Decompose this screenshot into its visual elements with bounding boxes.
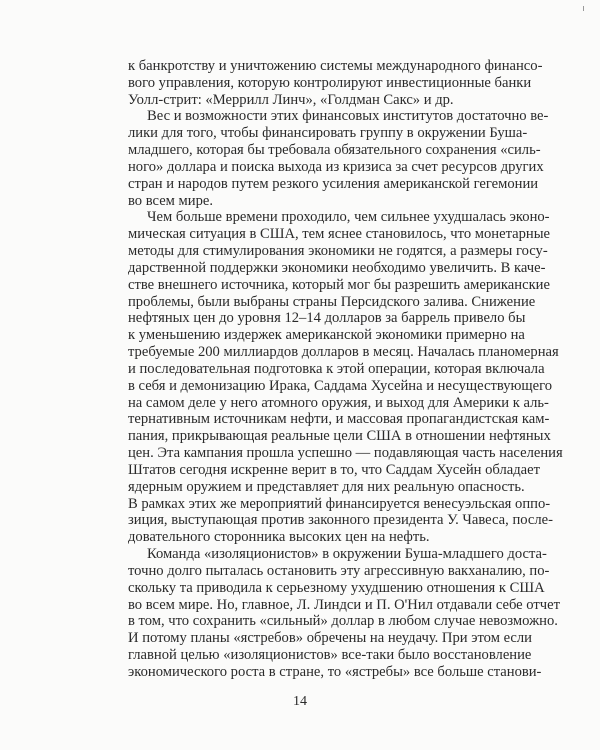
text-line: экономического роста в стране, то «ястребы» все больше станови- [128, 663, 542, 680]
text-line: требуемые 200 миллиардов долларов в месяц. Началась планомерная [128, 344, 559, 361]
text-line: младшего, которая бы требовала обязательного сохранения «силь- [128, 142, 541, 159]
text-line: проблемы, были выбраны страны Персидского залива. Снижение [128, 293, 536, 310]
page-number: 14 [293, 694, 307, 709]
text-line: главной целью «изоляционистов» все-таки было восстановление [128, 646, 532, 663]
text-line: точно долго пыталась остановить эту агрессивную вакханалию, по- [128, 562, 550, 579]
text-line: стве внешнего источника, который мог бы разрешить американские [128, 276, 550, 293]
text-line: Чем больше времени проходило, чем сильнее ухудшалась эконо- [147, 209, 550, 226]
text-line: Вес и возможности этих финансовых институтов достаточно ве- [147, 108, 549, 125]
text-line: к банкротству и уничтожению системы международного финансо- [128, 58, 543, 74]
text-line: ядерным оружием и представляет для них реальную опасность. [128, 478, 525, 495]
paragraph [128, 546, 560, 681]
text-line: дарственной поддержки экономики необходимо увеличить. В каче- [128, 259, 546, 276]
text-line: вого управления, которую контролируют инвестиционные банки [128, 74, 532, 91]
text-line: В рамках этих же мероприятий финансируется венесуэльская оппо- [128, 495, 551, 512]
text-line: на самом деле у него атомного оружия, и выход для Америки к аль- [128, 394, 549, 411]
paragraph [128, 58, 543, 108]
text-line: скольку та приводила к серьезному ухудшению отношения к США [128, 579, 545, 596]
text-line: во всем мире. [128, 192, 214, 209]
text-line: довательного сторонника высоких цен на нефть. [128, 529, 430, 546]
text-line: во всем мире. Но, главное, Л. Линдси и П. О'Нил отдавали себе отчет [128, 596, 560, 613]
paragraph [128, 108, 549, 209]
text-line: в себя и демонизацию Ирака, Саддама Хусейна и несуществующего [128, 377, 553, 394]
text-line: Уолл-стрит: «Меррилл Линч», «Голдман Сакс» и др. [128, 91, 454, 108]
book-page-text [128, 58, 563, 681]
paragraph [128, 209, 563, 546]
text-line: тернативным источникам нефти, и массовая пропагандистская кам- [128, 411, 550, 428]
text-line: цен. Эта кампания прошла успешно — подавляющая часть населения [128, 445, 563, 462]
text-line: мическая ситуация в США, тем яснее становилось, что монетарные [128, 226, 551, 243]
text-line: к уменьшению издержек американской экономики примерно на [128, 327, 525, 344]
text-line: И потому планы «ястребов» обречены на неудачу. При этом если [128, 630, 532, 647]
text-line: методы для стимулирования экономики не годятся, а размеры госу- [128, 243, 548, 260]
text-line: зиция, выступающая против законного президента У. Чавеса, после- [128, 512, 554, 529]
text-line: стран и народов путем резкого усиления американской гегемонии [128, 175, 539, 192]
text-line: лики для того, чтобы финансировать группу в окружении Буша- [128, 125, 528, 142]
text-line: нефтяных цен до уровня 12–14 долларов за баррель привело бы [128, 310, 526, 327]
scan-mark [583, 6, 584, 11]
text-line: и последовательная подготовка к этой операции, которая включала [128, 360, 545, 377]
text-line: Штатов сегодня искренне верит в то, что Саддам Хусейн обладает [128, 461, 540, 478]
text-line: Команда «изоляционистов» в окружении Буша-младшего доста- [147, 546, 547, 563]
text-line: ного» доллара и поиска выхода из кризиса за счет ресурсов других [128, 158, 544, 175]
text-line: пания, прикрывающая реальные цели США в отношении нефтяных [128, 428, 551, 445]
text-line: в том, что сохранить «сильный» доллар в любом случае невозможно. [128, 613, 558, 630]
